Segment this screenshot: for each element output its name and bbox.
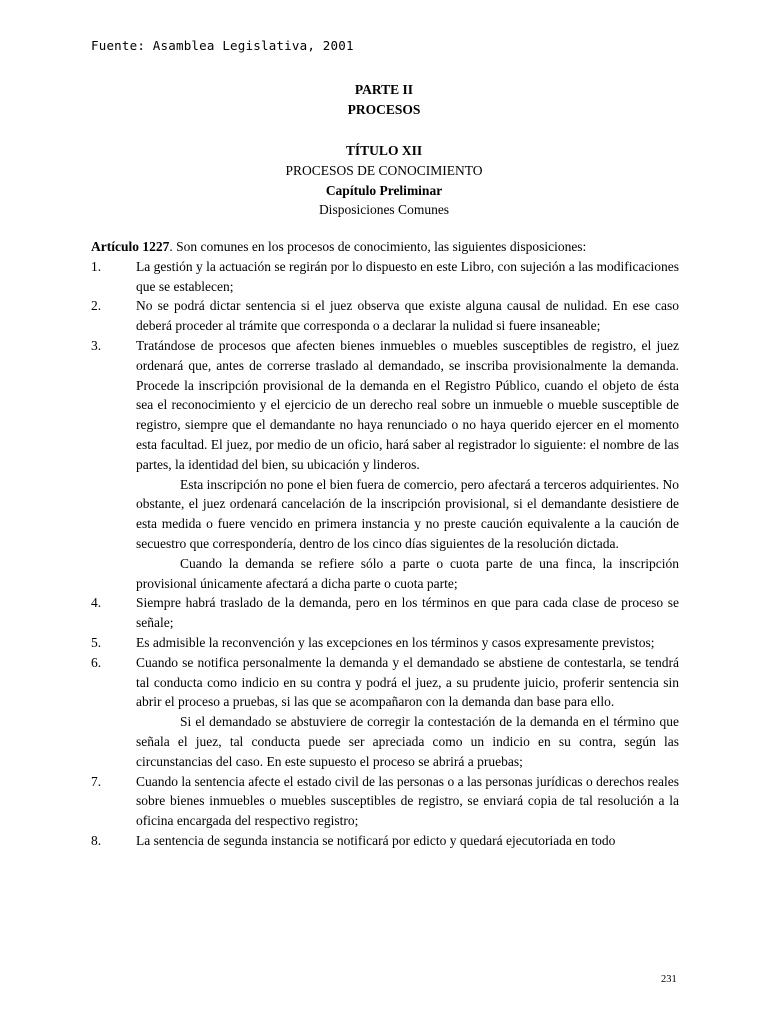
item-number: 8.	[91, 832, 102, 848]
list-item	[91, 296, 679, 336]
list-item	[91, 336, 679, 475]
article-intro	[91, 237, 679, 257]
item-number: 1.	[91, 258, 102, 274]
page-number: 231	[661, 974, 677, 985]
item-text: La gestión y la actuación se regirán por lo dispuesto en este Libro, con sujeción a las modificaciones que se establecen;	[136, 258, 679, 294]
item-paragraph: Cuando la demanda se refiere sólo a parte o cuota parte de una finca, la inscripción provisional únicamente afectará a dicha parte o cuota parte;	[136, 555, 679, 591]
title-name: PROCESOS DE CONOCIMIENTO	[285, 163, 483, 178]
item-number: 4.	[91, 595, 102, 611]
list-item	[91, 653, 679, 712]
item-text: Cuando se notifica personalmente la demanda y el demandado se abstiene de contestarla, se tendrá tal conducta como indicio en su contra y podrá el juez, a su prudente juicio, proferir sentencia sin abrir el proceso a pruebas, si las que se acompañaron con la demanda dan base para ello.	[136, 654, 679, 710]
item-text: Cuando la sentencia afecte el estado civil de las personas o a las personas jurídicas o derechos reales sobre bienes inmuebles o muebles susceptibles de registro, se enviará copia de tal resolución a la oficina encargada del respectivo registro;	[136, 773, 679, 829]
part-heading: PARTE II	[354, 82, 414, 97]
item-number: 3.	[91, 337, 102, 353]
list-item	[91, 257, 679, 297]
item-text: Tratándose de procesos que afecten bienes inmuebles o muebles susceptibles de registro, el juez ordenará que, antes de correrse traslado al demandado, se inscriba provisionalmente la demanda. Procede la inscripción provisional de la demanda en el Registro Público, cuando el objeto de ésta sea el reconocimiento y el ejercicio de un derecho real sobre un inmueble o mueble susceptible de registro, siempre que el demandante no haya renunciado o no haya querido ejercer en el momento esta facultad. El juez, por medio de un oficio, hará saber al registrador lo siguiente: el nombre de las partes, la identidad del bien, su ubicación y linderos.	[136, 337, 679, 472]
item-number: 7.	[91, 773, 102, 789]
item-text: La sentencia de segunda instancia se notificará por edicto y quedará ejecutoriada en todo	[136, 832, 616, 848]
chapter-name: Disposiciones Comunes	[318, 202, 450, 217]
item-paragraph: Si el demandado se abstuviere de corregir la contestación de la demanda en el término que señala el juez, tal conducta puede ser apreciada como un indicio en su contra, según las circunstancias del caso. En este supuesto el proceso se abrirá a pruebas;	[136, 714, 679, 769]
list-item	[91, 831, 679, 851]
item-paragraph: Esta inscripción no pone el bien fuera de comercio, pero afectará a terceros adquirientes. No obstante, el juez ordenará cancelación de la inscripción provisional, si el demandante desistiere de esta medida o fuere vencido en primera instancia y no preste caución equivalente a la caución de secuestro que correspondería, dentro de los cinco días siguientes de la resolución dictada.	[136, 476, 679, 551]
article-body	[91, 237, 679, 851]
article-intro-text: . Son comunes en los procesos de conocimiento, las siguientes disposiciones:	[169, 239, 587, 254]
part-title: PROCESOS	[347, 102, 421, 117]
item-number: 5.	[91, 634, 102, 650]
title-heading: TÍTULO XII	[345, 143, 423, 158]
article-label: Artículo 1227	[91, 239, 170, 254]
item-number: 6.	[91, 654, 102, 670]
source-note: Fuente: Asamblea Legislativa, 2001	[91, 38, 354, 53]
item-text: Es admisible la reconvención y las excepciones en los términos y casos expresamente previstos;	[136, 634, 655, 650]
list-item-continuation	[91, 475, 679, 594]
chapter-heading: Capítulo Preliminar	[325, 183, 443, 198]
list-item	[91, 633, 679, 653]
list-item	[91, 772, 679, 831]
item-number: 2.	[91, 298, 102, 314]
list-item	[91, 593, 679, 633]
list-item-continuation	[91, 712, 679, 771]
item-text: No se podrá dictar sentencia si el juez observa que existe alguna causal de nulidad. En ese caso deberá proceder al trámite que corresponda o a declarar la nulidad si fuere insaneable;	[136, 298, 679, 334]
item-text: Siempre habrá traslado de la demanda, pero en los términos en que para cada clase de proceso se señale;	[136, 595, 679, 631]
